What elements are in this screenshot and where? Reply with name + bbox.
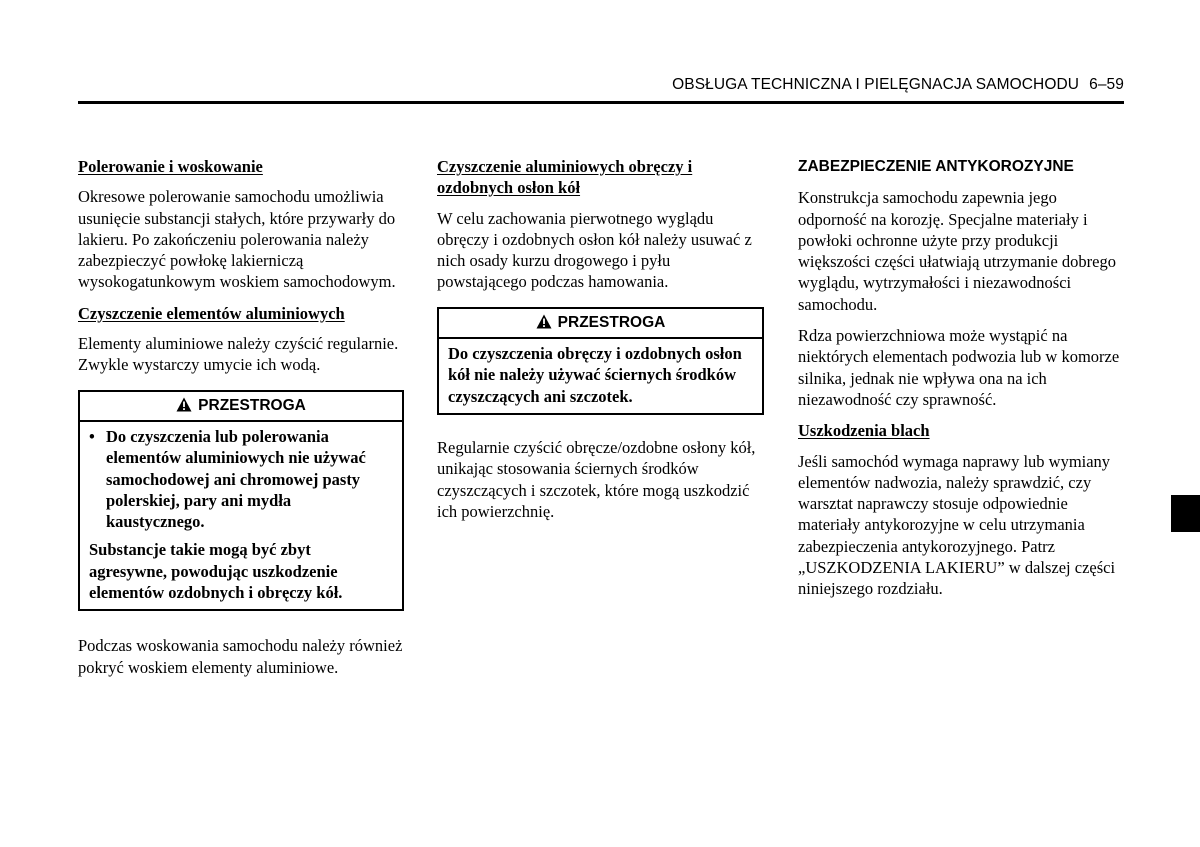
caution-label: PRZESTROGA bbox=[198, 396, 306, 414]
paragraph-surface-rust: Rdza powierzchniowa może wystąpić na niektórych elementach podwozia lub w komorze silnika, jednak nie wpływa ona na ich niezawodność czy sprawność. bbox=[798, 326, 1120, 409]
paragraph-waxing: Podczas woskowania samochodu należy również pokryć woskiem elementy aluminiowe. bbox=[78, 636, 403, 677]
heading-sheet-damage: Uszkodzenia blach bbox=[798, 421, 930, 441]
caution-text: Substancje takie mogą być zbyt agresywne, powodując uszkodzenie elementów ozdobnych i obręczy kół. bbox=[89, 540, 343, 603]
paragraph-wheel-regular-cleaning: Regularnie czyścić obręcze/ozdobne osłony kół, unikając stosowania ściernych środków czyszczących i szczotek, które mogą uszkodzić ich powierzchnię. bbox=[437, 437, 756, 521]
column-right bbox=[798, 156, 1128, 610]
paragraph-wheel-cleaning: W celu zachowania pierwotnego wyglądu obręczy i ozdobnych osłon kół należy usuwać z nich osady kurzu drogowego i pyłu powstającego podczas hamowania. bbox=[437, 208, 752, 292]
page-number: 6–59 bbox=[1089, 76, 1124, 93]
caution-box-wheels bbox=[437, 307, 764, 415]
caution-bullet bbox=[89, 426, 393, 532]
header-title: OBSŁUGA TECHNICZNA I PIELĘGNACJA SAMOCHODU bbox=[672, 76, 1080, 93]
heading-corrosion-protection: ZABEZPIECZENIE ANTYKOROZYJNE bbox=[798, 158, 1074, 175]
caution-body bbox=[80, 422, 402, 609]
caution-box-aluminium bbox=[78, 390, 404, 612]
caution-bullet-text: Do czyszczenia lub polerowania elementów aluminiowych nie używać samochodowej ani chromowej pasty polerskiej, pary ani mydła kaustycznego. bbox=[106, 426, 366, 532]
bullet-symbol: • bbox=[89, 426, 95, 446]
caution-header bbox=[80, 392, 402, 422]
paragraph-construction: Konstrukcja samochodu zapewnia jego odporność na korozję. Specjalne materiały i powłoki ochronne użyte przy produkcji większości części ułatwiają utrzymanie dobrego wyglądu, wytrzymałości i niezawodności samochodu. bbox=[798, 188, 1116, 314]
caution-body bbox=[439, 339, 762, 413]
paragraph-sheet-damage: Jeśli samochód wymaga naprawy lub wymiany elementów nadwozia, należy sprawdzić, czy warsztat naprawczy stosuje odpowiednie materiały antykorozyjne w celu utrzymania zabezpieczenia antykorozyjnego. Patrz „USZKODZENIA LAKIERU” w dalszej części niniejszego rozdziału. bbox=[798, 451, 1116, 599]
warning-triangle-icon bbox=[536, 314, 552, 335]
header-rule bbox=[78, 101, 1124, 104]
heading-polishing: Polerowanie i woskowanie bbox=[78, 157, 263, 176]
paragraph-polishing: Okresowe polerowanie samochodu umożliwia usunięcie substancji stałych, które przywarły do lakieru. Po zakończeniu polerowania należy zabezpieczyć powłokę lakierniczą wysokogatunkowym woskiem samochodowym. bbox=[78, 187, 396, 292]
page-header bbox=[78, 76, 1124, 94]
column-left bbox=[78, 156, 404, 688]
warning-triangle-icon bbox=[176, 397, 192, 418]
caution-text: Do czyszczenia obręczy i ozdobnych osłon kół nie należy używać ściernych środków czyszczących ani szczotek. bbox=[448, 344, 742, 406]
column-middle bbox=[437, 156, 764, 532]
chapter-edge-tab bbox=[1171, 495, 1200, 532]
caution-header bbox=[439, 309, 762, 339]
paragraph-aluminium-cleaning: Elementy aluminiowe należy czyścić regularnie. Zwykle wystarczy umycie ich wodą. bbox=[78, 334, 399, 375]
heading-wheel-cleaning: Czyszczenie aluminiowych obręczy i ozdobnych osłon kół bbox=[437, 157, 693, 198]
heading-aluminium-cleaning: Czyszczenie elementów aluminiowych bbox=[78, 303, 345, 323]
caution-label: PRZESTROGA bbox=[557, 313, 666, 331]
